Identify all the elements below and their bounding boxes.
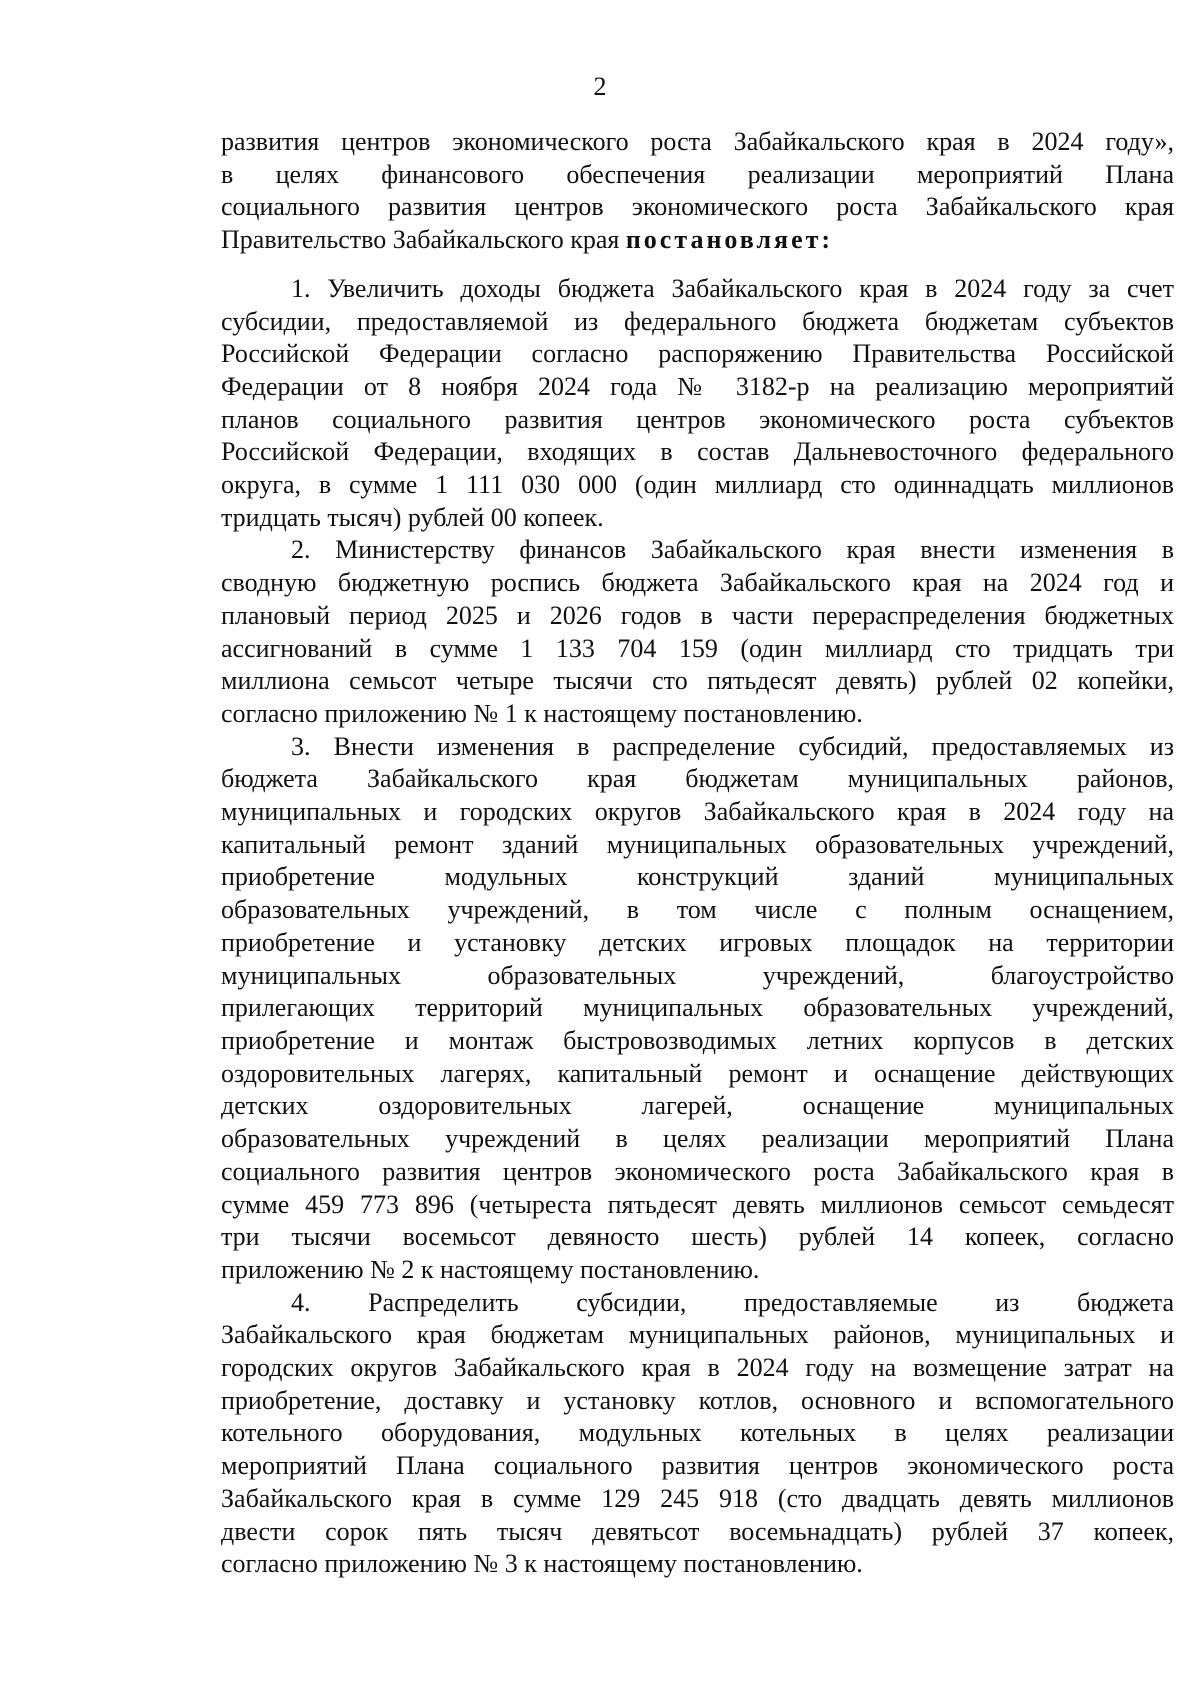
item-1-paragraph xyxy=(221,273,1174,535)
text-line: Российской Федерации, входящих в состав Дальневосточного федерального xyxy=(221,437,1174,467)
text-line: двести сорок пять тысяч девятьсот восемьнадцать) рублей 37 копеек, xyxy=(221,1516,1174,1546)
text-line: муниципальных и городских округов Забайкальского края в 2024 году на xyxy=(221,797,1174,827)
text-line: городских округов Забайкальского края в 2024 году на возмещение затрат на xyxy=(221,1353,1174,1383)
text-line: котельного оборудования, модульных котельных в целях реализации xyxy=(221,1418,1174,1448)
item-3-paragraph xyxy=(221,731,1174,1287)
text-line: тридцать тысяч) рублей 00 копеек. xyxy=(221,502,604,532)
text-line: согласно приложению № 3 к настоящему постановлению. xyxy=(221,1549,863,1579)
text-line: в целях финансового обеспечения реализации мероприятий Плана xyxy=(221,159,1174,189)
document-body xyxy=(221,126,1174,1581)
text-line: прилегающих территорий муниципальных образовательных учреждений, xyxy=(221,993,1174,1023)
government-name: Правительство Забайкальского края xyxy=(221,225,620,255)
text-line: сводную бюджетную роспись бюджета Забайкальского края на 2024 год и xyxy=(221,568,1174,598)
text-line: 2. Министерству финансов Забайкальского края внести изменения в xyxy=(291,535,1174,565)
text-line: бюджета Забайкальского края бюджетам муниципальных районов, xyxy=(221,764,1174,794)
text-line: миллиона семьсот четыре тысячи сто пятьдесят девять) рублей 02 копейки, xyxy=(221,666,1174,696)
text-line: субсидии, предоставляемой из федерального бюджета бюджетам субъектов xyxy=(221,306,1174,336)
paragraph-gap xyxy=(221,257,1174,273)
intro-paragraph xyxy=(221,126,1174,257)
text-line: приобретение, доставку и установку котлов, основного и вспомогательного xyxy=(221,1385,1174,1415)
text-line: согласно приложению № 1 к настоящему постановлению. xyxy=(221,698,863,728)
text-line: ассигнований в сумме 1 133 704 159 (один миллиард сто тридцать три xyxy=(221,633,1174,663)
item-2-paragraph xyxy=(221,534,1174,730)
text-line: округа, в сумме 1 111 030 000 (один миллиард сто одиннадцать миллионов xyxy=(221,470,1174,500)
text-line: 3. Внести изменения в распределение субсидий, предоставляемых из xyxy=(291,731,1174,761)
text-line xyxy=(221,224,1174,257)
text-line: социального развития центров экономического роста Забайкальского края в xyxy=(221,1156,1174,1186)
text-line: социального развития центров экономического роста Забайкальского края xyxy=(221,192,1174,222)
text-line: оздоровительных лагерях, капитальный ремонт и оснащение действующих xyxy=(221,1058,1174,1088)
text-line: развития центров экономического роста Забайкальского края в 2024 году», xyxy=(221,127,1174,156)
text-line: Забайкальского края бюджетам муниципальных районов, муниципальных и xyxy=(221,1320,1174,1350)
text-line: 4. Распределить субсидии, предоставляемые из бюджета xyxy=(291,1287,1174,1317)
text-line: образовательных учреждений в целях реализации мероприятий Плана xyxy=(221,1124,1174,1154)
text-line: капитальный ремонт зданий муниципальных образовательных учреждений, xyxy=(221,829,1174,859)
item-4-paragraph xyxy=(221,1287,1174,1581)
text-line: мероприятий Плана социального развития центров экономического роста xyxy=(221,1451,1174,1481)
text-line: Федерации от 8 ноября 2024 года № 3182-р на реализацию мероприятий xyxy=(221,371,1174,401)
decree-word: постановляет: xyxy=(625,225,834,255)
text-line: образовательных учреждений, в том числе с полным оснащением, xyxy=(221,895,1174,925)
text-line: планов социального развития центров экономического роста субъектов xyxy=(221,404,1174,434)
text-line: приобретение модульных конструкций зданий муниципальных xyxy=(221,862,1174,892)
text-line: сумме 459 773 896 (четыреста пятьдесят девять миллионов семьсот семьдесят xyxy=(221,1189,1174,1219)
text-line: плановый период 2025 и 2026 годов в части перераспределения бюджетных xyxy=(221,600,1174,630)
text-line: Забайкальского края в сумме 129 245 918 (сто двадцать девять миллионов xyxy=(221,1483,1174,1513)
text-line: 1. Увеличить доходы бюджета Забайкальского края в 2024 году за счет xyxy=(291,273,1174,303)
page-number: 2 xyxy=(593,72,607,101)
text-line: Российской Федерации согласно распоряжению Правительства Российской xyxy=(221,339,1174,369)
text-line: три тысячи восемьсот девяносто шесть) рублей 14 копеек, согласно xyxy=(221,1222,1174,1252)
text-line: приложению № 2 к настоящему постановлению. xyxy=(221,1254,760,1284)
text-line: муниципальных образовательных учреждений, благоустройство xyxy=(221,960,1174,990)
text-line: детских оздоровительных лагерей, оснащение муниципальных xyxy=(221,1091,1174,1121)
text-line: приобретение и установку детских игровых площадок на территории xyxy=(221,927,1174,957)
text-line: приобретение и монтаж быстровозводимых летних корпусов в детских xyxy=(221,1025,1174,1055)
